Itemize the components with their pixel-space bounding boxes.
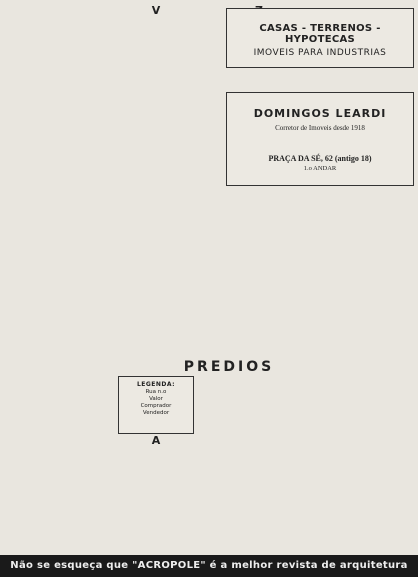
page [4,4,414,552]
legend-line: Vendedor [142,410,170,416]
section-letter-a: A [151,434,161,447]
ad-top-line2: IMOVEIS PARA INDUSTRIAS [253,48,387,58]
footer-banner: Não se esqueça que "ACROPOLE" é a melhor revista de arquitetura [0,555,418,577]
ad-box-leardi [226,92,414,186]
ad-top-line1: CASAS - TERRENOS - HYPOTECAS [259,23,381,45]
legend-box [118,376,194,434]
ad-box-imoveis [226,8,414,68]
legend-line: Comprador [140,403,172,409]
section-heading-predios: PREDIOS [183,359,275,375]
ad-name: DOMINGOS LEARDI [253,107,387,120]
ad-subtitle: Corretor de Imoveis desde 1918 [275,124,365,132]
section-letter: V [151,4,161,17]
legend-title: LEGENDA: [136,381,176,388]
ad-address: PRAÇA DA SÉ, 62 (antigo 18) [268,154,372,163]
legend-line: Valor [149,396,163,402]
ad-floor: 1.o ANDAR [303,165,337,172]
legend-line: Rua n.o [145,389,167,395]
